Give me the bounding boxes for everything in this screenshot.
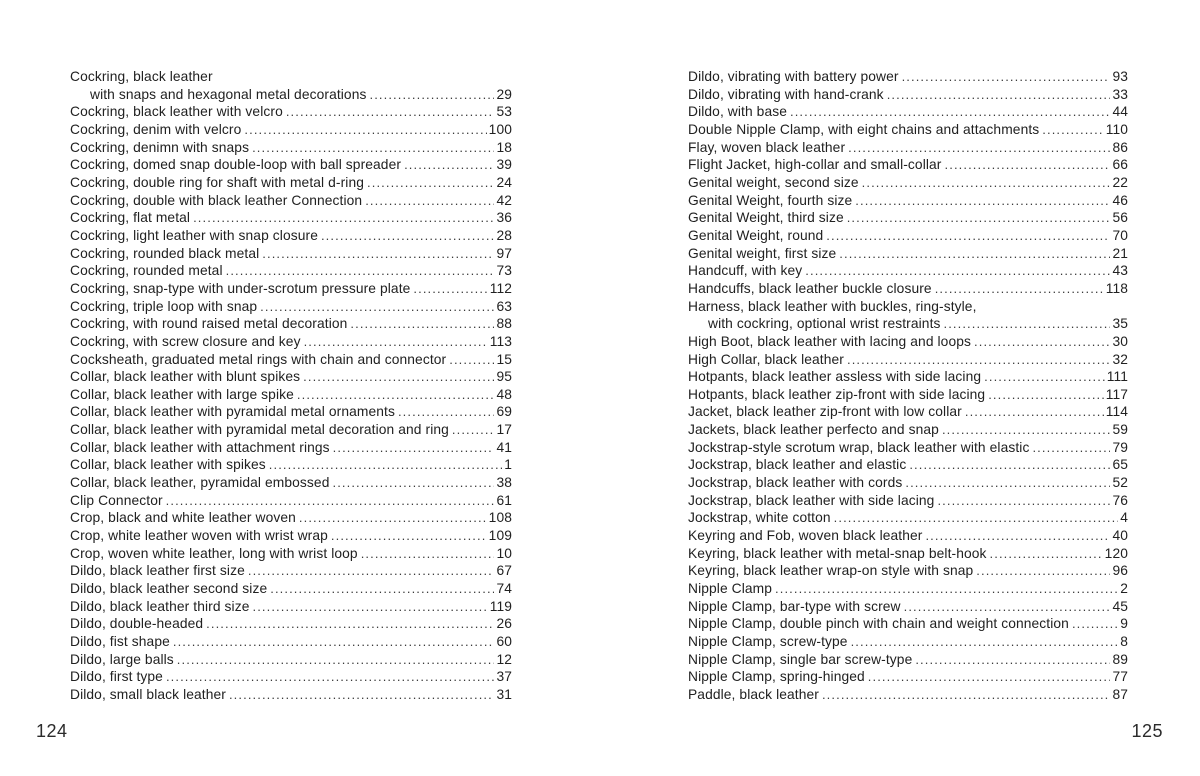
entry-title: Cockring, with screw closure and key [70, 333, 301, 349]
entry-page-number: 118 [1105, 280, 1128, 296]
dot-leader [855, 192, 1110, 210]
dot-leader [166, 492, 495, 510]
index-entry [688, 386, 1128, 404]
dot-leader [945, 156, 1111, 174]
dot-leader [321, 227, 494, 245]
entry-title: Harness, black leather with buckles, ring-style, [688, 298, 977, 314]
entry-page-number: 69 [496, 404, 512, 420]
entry-page-number: 35 [1112, 316, 1128, 332]
index-entry [688, 298, 1128, 316]
entry-title: Paddle, black leather [688, 686, 819, 702]
entry-page-number: 61 [496, 492, 512, 508]
dot-leader [333, 439, 495, 457]
entry-page-number: 30 [1112, 333, 1128, 349]
index-entry [688, 209, 1128, 227]
index-entry [70, 456, 512, 474]
entry-page-number: 87 [1112, 686, 1128, 702]
entry-page-number: 24 [496, 174, 512, 190]
entry-page-number: 10 [496, 545, 512, 561]
dot-leader [904, 598, 1111, 616]
index-list-left [70, 68, 512, 704]
index-entry [688, 668, 1128, 686]
dot-leader [1042, 121, 1103, 139]
entry-title: Dildo, black leather second size [70, 581, 268, 597]
index-entry [688, 456, 1128, 474]
index-entry [688, 174, 1128, 192]
entry-title: Dildo, small black leather [70, 686, 226, 702]
page-right [600, 0, 1200, 776]
entry-title: Genital weight, first size [688, 245, 837, 261]
dot-leader [248, 562, 495, 580]
entry-page-number: 2 [1120, 581, 1128, 597]
index-entry [688, 651, 1128, 669]
entry-title: Genital weight, second size [688, 174, 859, 190]
dot-leader [937, 492, 1110, 510]
dot-leader [303, 368, 494, 386]
entry-page-number: 65 [1112, 457, 1128, 473]
dot-leader [177, 651, 495, 669]
entry-page-number: 112 [489, 280, 512, 296]
dot-leader [935, 280, 1104, 298]
dot-leader [350, 315, 494, 333]
index-entry [688, 86, 1128, 104]
entry-page-number: 46 [1112, 192, 1128, 208]
entry-page-number: 100 [488, 121, 512, 137]
entry-page-number: 60 [496, 634, 512, 649]
entry-page-number: 93 [1112, 69, 1128, 84]
dot-leader [367, 174, 494, 192]
entry-page-number: 67 [496, 563, 512, 579]
entry-title: Nipple Clamp, double pinch with chain and weight connection [688, 616, 1069, 632]
entry-page-number: 15 [496, 351, 512, 367]
entry-page-number: 37 [496, 669, 512, 685]
entry-title: Dildo, fist shape [70, 634, 170, 649]
entry-page-number: 108 [488, 510, 512, 526]
dot-leader [902, 68, 1111, 86]
entry-title: Crop, white leather woven with wrist wrap [70, 528, 328, 544]
entry-title: Collar, black leather with spikes [70, 457, 266, 473]
index-entry [70, 298, 512, 316]
dot-leader [404, 156, 494, 174]
dot-leader [365, 192, 494, 210]
dot-leader [361, 545, 495, 563]
dot-leader [887, 86, 1111, 104]
index-entry [688, 421, 1128, 439]
index-entry [688, 686, 1128, 704]
entry-title: Cockring, snap-type with under-scrotum pressure plate [70, 280, 411, 296]
index-entry [688, 351, 1128, 369]
index-entry [70, 351, 512, 369]
entry-page-number: 111 [1106, 369, 1128, 385]
dot-leader [193, 209, 494, 227]
index-entry [70, 598, 512, 616]
index-entry [70, 403, 512, 421]
index-entry [70, 580, 512, 598]
entry-title: Cockring, domed snap double-loop with ball spreader [70, 157, 402, 173]
dot-leader [252, 139, 494, 157]
entry-page-number: 52 [1112, 475, 1128, 491]
entry-title: Cocksheath, graduated metal rings with chain and connector [70, 351, 447, 367]
entry-page-number: 26 [496, 616, 512, 632]
entry-title: Hotpants, black leather assless with side lacing [688, 369, 982, 385]
dot-leader [331, 527, 487, 545]
entry-page-number: 117 [1105, 386, 1128, 402]
index-entry [688, 68, 1128, 86]
dot-leader [848, 139, 1110, 157]
index-entry [70, 68, 512, 86]
entry-title: Crop, woven white leather, long with wrist loop [70, 545, 358, 561]
dot-leader [847, 209, 1111, 227]
dot-leader [984, 368, 1105, 386]
entry-page-number: 88 [496, 316, 512, 332]
entry-title: Cockring, double with black leather Connection [70, 192, 363, 208]
index-entry [70, 686, 512, 704]
entry-page-number: 79 [1112, 439, 1128, 455]
dot-leader [449, 351, 494, 369]
dot-leader [269, 456, 502, 474]
index-entry [688, 562, 1128, 580]
index-entry [70, 562, 512, 580]
dot-leader [909, 456, 1110, 474]
folio-left: 124 [36, 721, 68, 741]
index-entry [70, 174, 512, 192]
entry-title: Jockstrap, white cotton [688, 510, 831, 526]
entry-title: Nipple Clamp, screw-type [688, 634, 848, 649]
index-entry [70, 386, 512, 404]
index-entry [688, 262, 1128, 280]
dot-leader [851, 633, 1119, 651]
dot-leader [790, 103, 1110, 121]
entry-title: Nipple Clamp, single bar screw-type [688, 651, 913, 667]
dot-leader [925, 527, 1110, 545]
entry-title: Collar, black leather with large spike [70, 386, 294, 402]
entry-page-number: 96 [1112, 563, 1128, 579]
entry-title: Cockring, double ring for shaft with metal d-ring [70, 174, 365, 190]
entry-page-number: 39 [496, 157, 512, 173]
entry-page-number: 56 [1112, 210, 1128, 226]
entry-page-number: 4 [1120, 510, 1128, 526]
entry-page-number: 66 [1112, 157, 1128, 173]
dot-leader [304, 333, 488, 351]
entry-page-number: 70 [1112, 227, 1128, 243]
index-entry [688, 156, 1128, 174]
entry-page-number: 95 [496, 369, 512, 385]
index-entry [70, 668, 512, 686]
dot-leader [905, 474, 1110, 492]
entry-page-number: 114 [1105, 404, 1128, 420]
dot-leader [166, 668, 495, 686]
entry-page-number: 73 [496, 263, 512, 279]
entry-page-number: 45 [1112, 598, 1128, 614]
entry-title: Cockring, denimn with snaps [70, 139, 250, 155]
entry-title: Keyring, black leather wrap-on style with snap [688, 563, 974, 579]
dot-leader [369, 86, 494, 104]
index-entry [70, 192, 512, 210]
index-entry [688, 315, 1128, 333]
entry-title: Hotpants, black leather zip-front with side lacing [688, 386, 986, 402]
dot-leader [834, 509, 1119, 527]
index-entry [70, 633, 512, 651]
index-entry [70, 421, 512, 439]
index-entry [70, 262, 512, 280]
dot-leader [413, 280, 487, 298]
index-entry [688, 474, 1128, 492]
dot-leader [332, 474, 494, 492]
dot-leader [206, 615, 494, 633]
index-entry [688, 103, 1128, 121]
dot-leader [252, 598, 487, 616]
index-entry [688, 439, 1128, 457]
entry-title: Dildo, large balls [70, 651, 174, 667]
entry-page-number: 38 [496, 475, 512, 491]
entry-title: Flight Jacket, high-collar and small-collar [688, 157, 942, 173]
entry-title: Handcuffs, black leather buckle closure [688, 280, 932, 296]
index-entry [688, 227, 1128, 245]
index-entry [70, 333, 512, 351]
entry-title: Crop, black and white leather woven [70, 510, 296, 526]
index-entry [70, 651, 512, 669]
index-entry [688, 545, 1128, 563]
index-entry [688, 192, 1128, 210]
index-entry [688, 633, 1128, 651]
entry-page-number: 48 [496, 386, 512, 402]
entry-title: Collar, black leather with pyramidal metal ornaments [70, 404, 395, 420]
dot-leader [775, 580, 1118, 598]
dot-leader [805, 262, 1110, 280]
entry-page-number: 43 [1112, 263, 1128, 279]
dot-leader [915, 651, 1110, 669]
index-entry [70, 615, 512, 633]
entry-title: Dildo, first type [70, 669, 163, 685]
index-entry [70, 227, 512, 245]
folio-right: 125 [1131, 721, 1163, 741]
entry-title: Jacket, black leather zip-front with low collar [688, 404, 962, 420]
entry-title: Cockring, flat metal [70, 210, 191, 226]
entry-title: Cockring, rounded metal [70, 263, 223, 279]
entry-page-number: 110 [1105, 121, 1128, 137]
index-entry [70, 474, 512, 492]
index-entry [70, 156, 512, 174]
entry-title: Collar, black leather, pyramidal embossed [70, 475, 330, 491]
index-entry [688, 527, 1128, 545]
dot-leader [847, 351, 1110, 369]
dot-leader [965, 403, 1104, 421]
dot-leader [976, 562, 1110, 580]
entry-page-number: 8 [1120, 634, 1128, 649]
entry-title: Nipple Clamp [688, 581, 773, 597]
index-entry [70, 86, 512, 104]
entry-page-number: 31 [496, 686, 512, 702]
entry-page-number: 22 [1112, 174, 1128, 190]
index-entry [70, 492, 512, 510]
dot-leader [286, 103, 495, 121]
entry-page-number: 12 [496, 651, 512, 667]
entry-page-number: 76 [1112, 492, 1128, 508]
entry-page-number: 9 [1120, 616, 1128, 632]
entry-page-number: 74 [496, 581, 512, 597]
entry-title: Jockstrap, black leather with side lacing [688, 492, 935, 508]
dot-leader [822, 686, 1110, 704]
dot-leader [226, 262, 495, 280]
entry-page-number: 36 [496, 210, 512, 226]
entry-title: Jockstrap, black leather with cords [688, 475, 903, 491]
index-list-right [688, 68, 1128, 704]
index-entry [688, 598, 1128, 616]
index-entry [688, 245, 1128, 263]
entry-title: Double Nipple Clamp, with eight chains and attachments [688, 121, 1040, 137]
index-entry [688, 121, 1128, 139]
dot-leader [398, 403, 494, 421]
entry-title: Dildo, double-headed [70, 616, 204, 632]
entry-title: Cockring, black leather with velcro [70, 104, 283, 120]
entry-title: High Boot, black leather with lacing and loops [688, 333, 972, 349]
entry-title: Collar, black leather with pyramidal metal decoration and ring [70, 422, 449, 438]
dot-leader [244, 121, 486, 139]
entry-title: Keyring, black leather with metal-snap belt-hook [688, 545, 987, 561]
entry-page-number: 18 [496, 139, 512, 155]
entry-title: Genital Weight, third size [688, 210, 844, 226]
entry-title: Dildo, vibrating with battery power [688, 69, 899, 84]
entry-title: Flay, woven black leather [688, 139, 846, 155]
entry-title: with cockring, optional wrist restraints [708, 316, 941, 332]
entry-page-number: 21 [1112, 245, 1128, 261]
entry-page-number: 42 [496, 192, 512, 208]
dot-leader [974, 333, 1110, 351]
index-entry [688, 139, 1128, 157]
dot-leader [990, 545, 1103, 563]
index-entry [688, 280, 1128, 298]
entry-title: Dildo, with base [688, 104, 787, 120]
dot-leader [229, 686, 494, 704]
entry-title: Cockring, light leather with snap closure [70, 227, 318, 243]
dot-leader [452, 421, 495, 439]
entry-page-number: 86 [1112, 139, 1128, 155]
entry-title: Cockring, rounded black metal [70, 245, 260, 261]
index-entry [70, 139, 512, 157]
dot-leader [1072, 615, 1118, 633]
dot-leader [988, 386, 1104, 404]
dot-leader [297, 386, 495, 404]
index-entry [70, 103, 512, 121]
dot-leader [942, 421, 1110, 439]
index-entry [70, 245, 512, 263]
entry-title: Dildo, vibrating with hand-crank [688, 86, 884, 102]
entry-title: Nipple Clamp, spring-hinged [688, 669, 865, 685]
entry-title: Cockring, denim with velcro [70, 121, 242, 137]
dot-leader [299, 509, 487, 527]
entry-title: Cockring, triple loop with snap [70, 298, 258, 314]
entry-page-number: 40 [1112, 528, 1128, 544]
dot-leader [260, 298, 494, 316]
index-entry [688, 368, 1128, 386]
entry-page-number: 109 [488, 528, 512, 544]
entry-title: Jackets, black leather perfecto and snap [688, 422, 939, 438]
entry-page-number: 89 [1112, 651, 1128, 667]
index-entry [70, 280, 512, 298]
entry-page-number: 120 [1104, 545, 1128, 561]
entry-page-number: 17 [496, 422, 512, 438]
entry-title: Genital Weight, fourth size [688, 192, 853, 208]
index-entry [70, 527, 512, 545]
entry-title: Nipple Clamp, bar-type with screw [688, 598, 901, 614]
entry-title: Collar, black leather with blunt spikes [70, 369, 301, 385]
dot-leader [826, 227, 1110, 245]
index-entry [688, 492, 1128, 510]
index-entry [688, 615, 1128, 633]
dot-leader [862, 174, 1111, 192]
entry-page-number: 41 [496, 439, 512, 455]
index-entry [688, 580, 1128, 598]
dot-leader [1032, 439, 1110, 457]
entry-title: Dildo, black leather third size [70, 598, 250, 614]
entry-title: Collar, black leather with attachment rings [70, 439, 330, 455]
index-entry [70, 121, 512, 139]
entry-title: Dildo, black leather first size [70, 563, 245, 579]
index-entry [70, 315, 512, 333]
entry-title: Handcuff, with key [688, 263, 803, 279]
dot-leader [839, 245, 1110, 263]
dot-leader [944, 315, 1111, 333]
entry-page-number: 77 [1112, 669, 1128, 685]
entry-page-number: 32 [1112, 351, 1128, 367]
index-entry [688, 403, 1128, 421]
entry-page-number: 97 [496, 245, 512, 261]
entry-title: Jockstrap, black leather and elastic [688, 457, 907, 473]
entry-page-number: 119 [489, 598, 512, 614]
index-entry [70, 509, 512, 527]
index-entry [688, 509, 1128, 527]
entry-page-number: 63 [496, 298, 512, 314]
entry-page-number: 29 [496, 86, 512, 102]
dot-leader [270, 580, 494, 598]
entry-title: Cockring, black leather [70, 69, 213, 84]
index-entry [688, 333, 1128, 351]
entry-title: with snaps and hexagonal metal decorations [90, 86, 367, 102]
dot-leader [262, 245, 494, 263]
entry-title: High Collar, black leather [688, 351, 844, 367]
entry-page-number: 28 [496, 227, 512, 243]
index-entry [70, 368, 512, 386]
entry-page-number: 44 [1112, 104, 1128, 120]
entry-title: Keyring and Fob, woven black leather [688, 528, 923, 544]
index-entry [70, 439, 512, 457]
entry-title: Clip Connector [70, 492, 163, 508]
dot-leader [868, 668, 1111, 686]
entry-page-number: 53 [496, 104, 512, 120]
entry-title: Cockring, with round raised metal decoration [70, 316, 348, 332]
entry-page-number: 1 [504, 457, 512, 473]
index-entry [70, 545, 512, 563]
entry-page-number: 113 [489, 333, 512, 349]
entry-title: Jockstrap-style scrotum wrap, black leather with elastic [688, 439, 1030, 455]
index-entry [70, 209, 512, 227]
entry-page-number: 33 [1112, 86, 1128, 102]
entry-title: Genital Weight, round [688, 227, 824, 243]
entry-page-number: 59 [1112, 422, 1128, 438]
dot-leader [173, 633, 495, 651]
